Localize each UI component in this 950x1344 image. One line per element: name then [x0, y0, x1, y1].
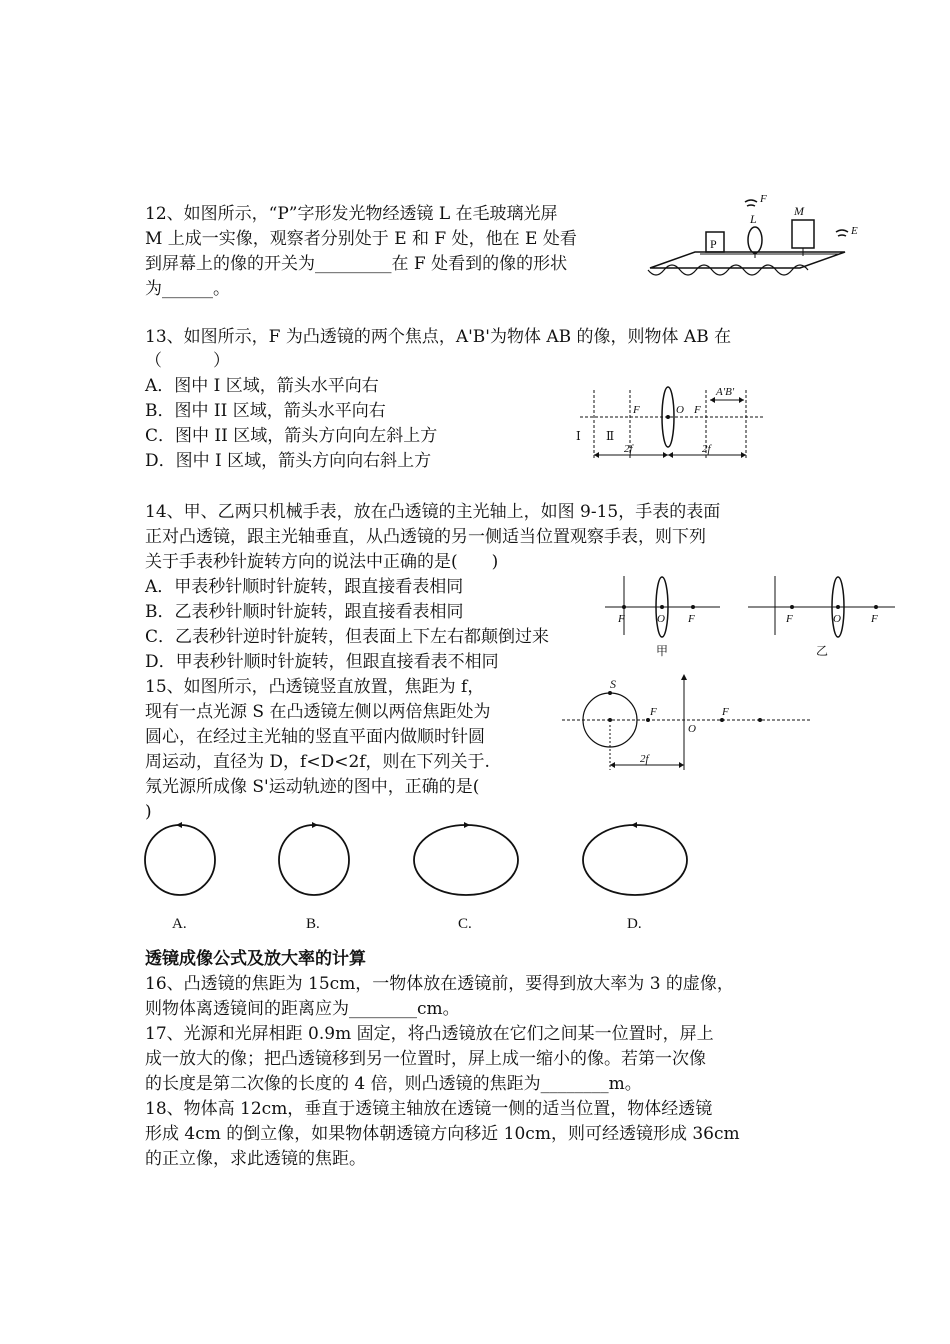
q13-option-d[interactable]: D．图中 I 区域，箭头方向向右斜上方 [145, 451, 432, 471]
q12-fig-m: M [794, 204, 804, 218]
q18-line3: 的正立像，求此透镜的焦距。 [145, 1149, 366, 1169]
q12-line1: 12、如图所示，“P”字形发光物经透镜 L 在毛玻璃光屏 [145, 204, 558, 224]
q12-fig-p: P [710, 237, 717, 251]
q12-fig-f: F [760, 193, 767, 205]
q15-fig-s: S [610, 677, 616, 691]
q15-line6: ) [145, 802, 152, 822]
q14-fig-yi-o: O [833, 613, 841, 625]
q15-choice-c[interactable] [414, 822, 518, 932]
q15-choice-d[interactable] [583, 822, 687, 932]
q14-fig-yi-f2: F [871, 613, 878, 625]
q15-fig-2f: 2f [640, 753, 649, 765]
q13-fig-r2: Ⅱ [606, 429, 615, 443]
q14-option-a[interactable]: A．甲表秒针顺时针旋转，跟直接看表相同 [145, 577, 464, 597]
q14-option-b[interactable]: B．乙表秒针顺时针旋转，跟直接看表相同 [145, 602, 464, 622]
q15-choice-d-label: D. [627, 916, 642, 932]
q14-line2: 正对凸透镜，跟主光轴垂直，从凸透镜的另一侧适当位置观察手表，则下列 [145, 527, 706, 547]
q18-line1: 18、物体高 12cm，垂直于透镜主轴放在透镜一侧的适当位置，物体经透镜 [145, 1099, 713, 1119]
eye-icon-f [745, 200, 757, 206]
q15-choices [140, 820, 700, 935]
q17-line1: 17、光源和光屏相距 0.9m 固定，将凸透镜放在它们之间某一位置时，屏上 [145, 1024, 714, 1044]
q13-stem: 13、如图所示，F 为凸透镜的两个焦点，A'B'为物体 AB 的像，则物体 AB 在 [145, 327, 732, 347]
q12-line3: 到屏幕上的像的开关为_________在 F 处看到的像的形状 [145, 254, 568, 274]
q17-line2: 成一放大的像；把凸透镜移到另一位置时，屏上成一缩小的像。若第一次像 [145, 1049, 706, 1069]
eye-icon-e [836, 230, 848, 236]
q14-option-c[interactable]: C．乙表秒针逆时针旋转，但表面上下左右都颠倒过来 [145, 627, 550, 647]
q14-figure [600, 570, 900, 665]
q13-paren: （ ） [145, 351, 230, 371]
q18-line2: 形成 4cm 的倒立像，如果物体朝透镜方向移近 10cm，则可经透镜形成 36cm [145, 1124, 740, 1144]
q12-line2: M 上成一实像，观察者分别处于 E 和 F 处，他在 E 处看 [145, 229, 577, 249]
q15-choice-a-label: A. [172, 916, 187, 932]
q15-line2: 现有一点光源 S 在凸透镜左侧以两倍焦距处为 [145, 702, 491, 722]
q15-fig-f2: F [722, 706, 729, 718]
q15-choice-c-label: C. [458, 916, 472, 932]
q14-line3: 关于手表秒针旋转方向的说法中正确的是( ) [145, 552, 499, 572]
q15-line3: 圆心，在经过主光轴的竖直平面内做顺时针圆 [145, 727, 485, 747]
q12-figure [640, 190, 870, 290]
q13-fig-f2: F [694, 404, 701, 416]
q15-line1: 15、如图所示，凸透镜竖直放置，焦距为 f， [145, 677, 485, 697]
q15-choice-a[interactable] [145, 822, 215, 932]
q13-option-a[interactable]: A．图中 I 区域，箭头水平向右 [145, 376, 379, 396]
q13-option-b[interactable]: B．图中 II 区域，箭头水平向右 [145, 401, 386, 421]
q14-fig-yi: 乙 [816, 644, 829, 658]
q14-fig-jia-f2: F [688, 613, 695, 625]
q12-line4: 为______。 [145, 279, 230, 299]
q13-fig-f1: F [633, 404, 640, 416]
q13-fig-ab: A'B' [716, 386, 735, 398]
q13-fig-2f2: 2f [702, 443, 711, 455]
q15-line5: 氖光源所成像 S'运动轨迹的图中，正确的是( [145, 777, 480, 797]
q12-fig-l: L [750, 212, 757, 226]
q13-fig-2f1: 2f [624, 443, 633, 455]
q14-fig-jia-o: O [657, 613, 665, 625]
q14-fig-jia-f1: F [618, 613, 625, 625]
section-title: 透镜成像公式及放大率的计算 [145, 949, 366, 969]
q15-fig-f1: F [650, 706, 657, 718]
q16-line1: 16、凸透镜的焦距为 15cm，一物体放在透镜前，要得到放大率为 3 的虚像， [145, 974, 734, 994]
q14-line1: 14、甲、乙两只机械手表，放在凸透镜的主光轴上，如图 9-15，手表的表面 [145, 502, 721, 522]
q13-fig-r1: Ⅰ [576, 429, 581, 443]
q17-line3: 的长度是第二次像的长度的 4 倍，则凸透镜的焦距为________m。 [145, 1074, 642, 1094]
q13-option-c[interactable]: C．图中 II 区域，箭头方向向左斜上方 [145, 426, 438, 446]
q14-option-d[interactable]: D．甲表秒针顺时针旋转，但跟直接看表不相同 [145, 652, 499, 672]
q14-fig-yi-f1: F [786, 613, 793, 625]
q15-figure [560, 670, 820, 775]
q13-fig-o: O [676, 404, 684, 416]
q15-choice-b[interactable] [279, 822, 349, 932]
q15-line4: 周运动，直径为 D，f<D<2f，则在下列关于. [145, 752, 490, 772]
q13-figure [570, 380, 770, 470]
q15-fig-o: O [688, 723, 696, 735]
q15-choice-b-label: B. [306, 916, 320, 932]
q14-fig-jia: 甲 [656, 644, 669, 658]
q16-line2: 则物体离透镜间的距离应为________cm。 [145, 999, 460, 1019]
q12-fig-e: E [851, 225, 858, 237]
